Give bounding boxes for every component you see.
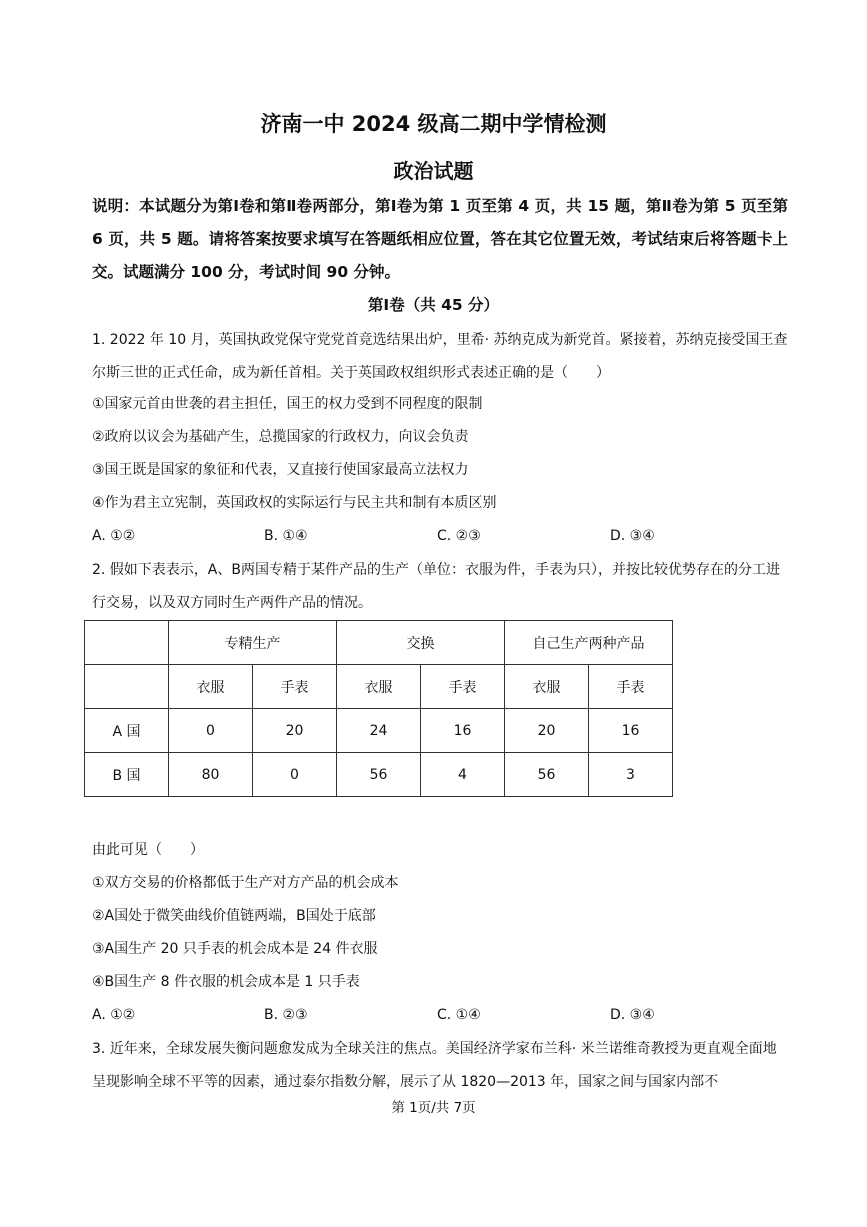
q1-option-a: A. ①② [92, 528, 136, 544]
q2-option-a: A. ①② [92, 1007, 136, 1023]
table-subheader: 手表 [253, 665, 337, 709]
q1-item-3: ③国王既是国家的象征和代表，又直接行使国家最高立法权力 [92, 462, 469, 478]
q2-option-d: D. ③④ [610, 1007, 655, 1023]
q1-option-b: B. ①④ [264, 528, 308, 544]
q1-item-1: ①国家元首由世袭的君主担任，国王的权力受到不同程度的限制 [92, 396, 483, 412]
table-group-header: 自己生产两种产品 [505, 621, 673, 665]
q1-stem: 1. 2022 年 10 月，英国执政党保守党党首竞选结果出炉，里希· 苏纳克成为新党首。紧接着，苏纳克接受国王查尔斯三世的正式任命，成为新任首相。关于英国政权组织形式表述正确的是（ ） [92, 332, 788, 381]
table-cell: 80 [169, 753, 253, 797]
table-corner-cell [85, 621, 169, 665]
table-cell: 4 [421, 753, 505, 797]
table-subheader: 手表 [421, 665, 505, 709]
trade-table [84, 620, 673, 797]
table-cell: 24 [337, 709, 421, 753]
table-header-row [85, 621, 673, 665]
q1-option-c: C. ②③ [437, 528, 481, 544]
table-subheader: 衣服 [505, 665, 589, 709]
table-subheader: 手表 [589, 665, 673, 709]
q2-item-4: ④B国生产 8 件衣服的机会成本是 1 只手表 [92, 974, 360, 990]
table-group-header: 专精生产 [169, 621, 337, 665]
q3-stem: 3. 近年来，全球发展失衡问题愈发成为全球关注的焦点。美国经济学家布兰科· 米兰诺维奇教授为更直观全面地呈现影响全球不平等的因素，通过泰尔指数分解，展示了从 1820—2013 年，国家之间与国家内部不 [92, 1041, 777, 1090]
table-cell: 0 [253, 753, 337, 797]
table-subheader: 衣服 [337, 665, 421, 709]
exam-title: 济南一中 2024 级高二期中学情检测 [260, 112, 607, 136]
q2-stem: 2. 假如下表表示，A、B两国专精于某件产品的生产（单位：衣服为件，手表为只），并按比较优势存在的分工进行交易，以及双方同时生产两件产品的情况。 [92, 562, 780, 611]
exam-subtitle: 政治试题 [393, 159, 474, 183]
q1-options [92, 528, 692, 548]
q2-option-b: B. ②③ [264, 1007, 308, 1023]
table-cell: 20 [505, 709, 589, 753]
table-group-header: 交换 [337, 621, 505, 665]
exam-instructions: 说明：本试题分为第Ⅰ卷和第Ⅱ卷两部分，第Ⅰ卷为第 1 页至第 4 页，共 15 题，第Ⅱ卷为第 5 页至第 6 页，共 5 题。请将答案按要求填写在答题纸相应位置，答在其它位置无效，考试结束后将答题卡上交。试题满分 100 分，考试时间 90 分钟。 [92, 197, 788, 281]
q2-item-1: ①双方交易的价格都低于生产对方产品的机会成本 [92, 875, 399, 891]
table-corner-cell [85, 665, 169, 709]
q2-item-3: ③A国生产 20 只手表的机会成本是 24 件衣服 [92, 941, 378, 957]
q2-lead: 由此可见（ ） [92, 842, 204, 858]
q1-option-d: D. ③④ [610, 528, 655, 544]
table-row [85, 709, 673, 753]
row-label: A 国 [85, 709, 169, 753]
table-cell: 0 [169, 709, 253, 753]
table-cell: 16 [421, 709, 505, 753]
page-footer: 第 1页/共 7页 [391, 1100, 476, 1116]
row-label: B 国 [85, 753, 169, 797]
section-heading: 第Ⅰ卷（共 45 分） [367, 296, 500, 314]
q2-item-2: ②A国处于微笑曲线价值链两端，B国处于底部 [92, 908, 376, 924]
table-cell: 56 [505, 753, 589, 797]
table-subheader: 衣服 [169, 665, 253, 709]
table-row [85, 753, 673, 797]
table-cell: 16 [589, 709, 673, 753]
q1-item-2: ②政府以议会为基础产生，总揽国家的行政权力，向议会负责 [92, 429, 469, 445]
table-subheader-row [85, 665, 673, 709]
table-cell: 3 [589, 753, 673, 797]
q2-option-c: C. ①④ [437, 1007, 481, 1023]
table-cell: 56 [337, 753, 421, 797]
table-cell: 20 [253, 709, 337, 753]
q1-item-4: ④作为君主立宪制，英国政权的实际运行与民主共和制有本质区别 [92, 495, 497, 511]
q2-options [92, 1007, 692, 1027]
